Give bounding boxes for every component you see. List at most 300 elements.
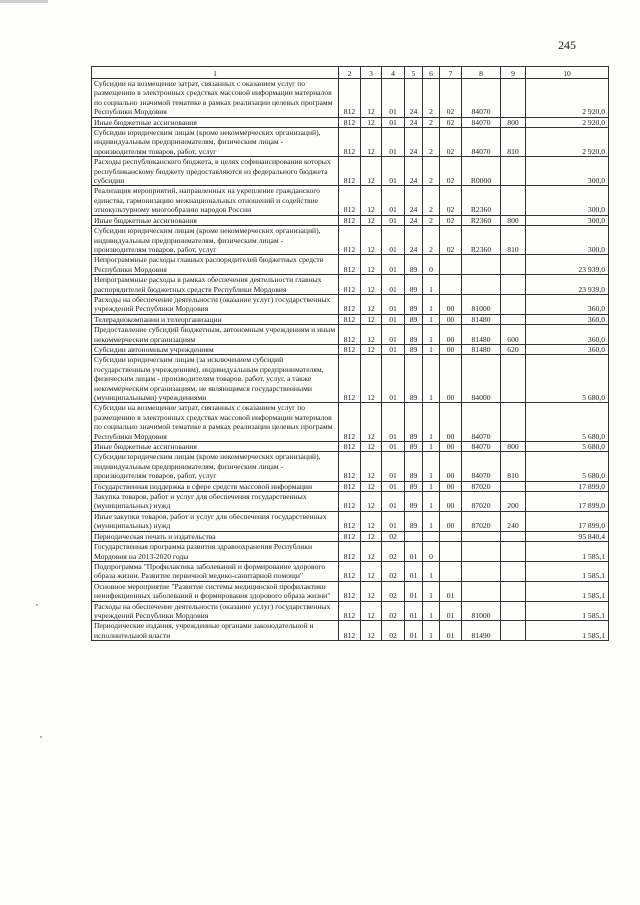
table-row	[92, 511, 609, 531]
row-code-cell: 812	[339, 117, 361, 127]
row-code-cell	[501, 79, 526, 118]
row-amount: 300,0	[526, 226, 609, 255]
row-code-cell: 2	[423, 157, 440, 186]
row-code-cell: 1	[423, 294, 440, 314]
column-header: 6	[423, 67, 440, 79]
row-description: Расходы республиканского бюджета, в целях софинансирования которых республиканскому бюджету предоставляются из федерального бюджета субсидии	[92, 157, 339, 186]
row-code-cell: 84000	[462, 355, 501, 403]
row-code-cell: 89	[405, 452, 423, 481]
row-description: Периодические издания, учрежденные органами законодательной и исполнительной власти	[92, 621, 339, 641]
row-code-cell: 200	[501, 492, 526, 512]
row-code-cell: 1	[423, 481, 440, 491]
row-amount: 300,0	[526, 186, 609, 215]
row-amount: 23 939,0	[526, 255, 609, 275]
row-code-cell: 24	[405, 128, 423, 157]
row-code-cell: 12	[361, 128, 382, 157]
row-code-cell: 810	[501, 226, 526, 255]
row-code-cell	[501, 621, 526, 641]
row-amount: 2 920,0	[526, 79, 609, 118]
row-code-cell	[501, 481, 526, 491]
row-code-cell	[501, 186, 526, 215]
row-code-cell: 1	[423, 403, 440, 442]
row-code-cell: 12	[361, 186, 382, 215]
row-description: Иные бюджетные ассигнования	[92, 442, 339, 452]
row-amount: 300,0	[526, 215, 609, 225]
row-code-cell: 01	[382, 325, 405, 345]
row-amount: 23 939,0	[526, 275, 609, 295]
row-code-cell	[501, 157, 526, 186]
row-code-cell	[501, 403, 526, 442]
row-code-cell: 01	[382, 275, 405, 295]
row-code-cell: 01	[382, 511, 405, 531]
row-code-cell: 24	[405, 157, 423, 186]
scan-speck	[40, 736, 42, 738]
row-code-cell: 02	[440, 79, 462, 118]
row-code-cell: 84070	[462, 128, 501, 157]
row-amount: 1 585,1	[526, 581, 609, 601]
row-code-cell: 24	[405, 215, 423, 225]
row-code-cell: 810	[501, 452, 526, 481]
row-description: Непрограммные расходы главных распорядителей бюджетных средств Республики Мордовия	[92, 255, 339, 275]
row-code-cell: 00	[440, 511, 462, 531]
row-code-cell: 00	[440, 325, 462, 345]
row-code-cell: 812	[339, 157, 361, 186]
row-code-cell: 812	[339, 355, 361, 403]
row-code-cell: 1	[423, 275, 440, 295]
column-header: 9	[501, 67, 526, 79]
row-code-cell	[501, 275, 526, 295]
row-code-cell: 01	[382, 314, 405, 324]
table-row	[92, 117, 609, 127]
row-code-cell	[501, 561, 526, 581]
row-code-cell: 812	[339, 442, 361, 452]
row-code-cell: 02	[382, 531, 405, 541]
row-code-cell	[501, 294, 526, 314]
table-row	[92, 581, 609, 601]
row-code-cell: 89	[405, 403, 423, 442]
row-code-cell: 812	[339, 79, 361, 118]
row-amount: 360,0	[526, 344, 609, 354]
row-amount: 5 680,0	[526, 442, 609, 452]
row-code-cell: 812	[339, 581, 361, 601]
row-code-cell: 1	[423, 601, 440, 621]
table-row	[92, 314, 609, 324]
row-code-cell: 812	[339, 531, 361, 541]
table-row	[92, 621, 609, 641]
row-code-cell: 01	[405, 601, 423, 621]
row-code-cell: 1	[423, 621, 440, 641]
row-code-cell: 800	[501, 215, 526, 225]
row-description: Иные бюджетные ассигнования	[92, 117, 339, 127]
row-code-cell: 84070	[462, 79, 501, 118]
row-code-cell: 12	[361, 117, 382, 127]
row-amount: 360,0	[526, 314, 609, 324]
row-description: Закупка товаров, работ и услуг для обеспечения государственных (муниципальных) нужд	[92, 492, 339, 512]
row-description: Иные бюджетные ассигнования	[92, 215, 339, 225]
row-code-cell: 812	[339, 511, 361, 531]
row-code-cell: 00	[440, 403, 462, 442]
row-code-cell: 02	[440, 128, 462, 157]
row-code-cell: 00	[440, 355, 462, 403]
row-code-cell: 24	[405, 226, 423, 255]
row-code-cell: 1	[423, 442, 440, 452]
row-amount: 1 585,1	[526, 561, 609, 581]
row-code-cell: 620	[501, 344, 526, 354]
row-amount: 95 840,4	[526, 531, 609, 541]
table-row	[92, 226, 609, 255]
table-row	[92, 481, 609, 491]
row-description: Субсидии на возмещение затрат, связанных с оказанием услуг по размещению в электронных средствах массовой информации материалов по социально значимой тематике в рамках реализации целевых программ Республики Мордовия	[92, 403, 339, 442]
row-code-cell: 812	[339, 275, 361, 295]
row-amount: 1 585,1	[526, 542, 609, 562]
row-code-cell: 812	[339, 325, 361, 345]
row-description: Субсидии юридическим лицам (кроме некоммерческих организаций), индивидуальным предпринимателям, физическим лицам - производителям товаров, работ, услуг	[92, 226, 339, 255]
row-code-cell: 12	[361, 325, 382, 345]
row-code-cell	[405, 531, 423, 541]
row-code-cell: 89	[405, 511, 423, 531]
row-code-cell: 89	[405, 294, 423, 314]
row-description: Субсидии юридическим лицам (кроме некоммерческих организаций), индивидуальным предпринимателям, физическим лицам - производителям товаров, работ, услуг	[92, 452, 339, 481]
row-code-cell: 87020	[462, 481, 501, 491]
row-code-cell	[501, 314, 526, 324]
table-row	[92, 275, 609, 295]
row-code-cell: 89	[405, 325, 423, 345]
row-code-cell: 01	[382, 157, 405, 186]
row-code-cell	[501, 542, 526, 562]
row-code-cell: R2360	[462, 186, 501, 215]
column-header: 7	[440, 67, 462, 79]
row-code-cell: 12	[361, 215, 382, 225]
row-amount: 360,0	[526, 294, 609, 314]
row-description: Основное мероприятие "Развитие системы медицинской профилактики неинфекционных заболеваний и формирования здорового образа жизни"	[92, 581, 339, 601]
row-amount: 300,0	[526, 157, 609, 186]
row-code-cell: 12	[361, 511, 382, 531]
row-code-cell: 2	[423, 215, 440, 225]
row-code-cell: 89	[405, 492, 423, 512]
row-code-cell: 812	[339, 492, 361, 512]
row-code-cell: 01	[405, 621, 423, 641]
row-code-cell: 81000	[462, 601, 501, 621]
table-row	[92, 294, 609, 314]
row-code-cell: 812	[339, 542, 361, 562]
row-code-cell: 84070	[462, 452, 501, 481]
row-description: Государственная программа развития здравоохранения Республики Мордовия на 2013-2020 годы	[92, 542, 339, 562]
row-code-cell: 02	[382, 601, 405, 621]
row-code-cell	[462, 255, 501, 275]
row-code-cell: 84070	[462, 403, 501, 442]
row-code-cell: 89	[405, 481, 423, 491]
table-row	[92, 442, 609, 452]
row-code-cell	[501, 255, 526, 275]
row-code-cell: 02	[440, 226, 462, 255]
row-code-cell: 24	[405, 117, 423, 127]
row-code-cell: 24	[405, 79, 423, 118]
row-code-cell: 12	[361, 442, 382, 452]
row-code-cell	[501, 355, 526, 403]
table-row	[92, 492, 609, 512]
column-header: 3	[361, 67, 382, 79]
row-description: Государственная поддержка в сфере средств массовой информации	[92, 481, 339, 491]
page-number: 245	[558, 38, 576, 52]
row-code-cell: 2	[423, 117, 440, 127]
table-row	[92, 157, 609, 186]
row-code-cell: 0	[423, 542, 440, 562]
row-code-cell: 1	[423, 511, 440, 531]
row-code-cell: 84070	[462, 117, 501, 127]
row-amount: 2 920,0	[526, 128, 609, 157]
row-amount: 5 680,0	[526, 403, 609, 442]
row-code-cell: 812	[339, 601, 361, 621]
row-code-cell: 12	[361, 621, 382, 641]
row-amount: 1 585,1	[526, 621, 609, 641]
row-code-cell: 00	[440, 492, 462, 512]
row-code-cell: 1	[423, 561, 440, 581]
table-body	[92, 79, 609, 641]
row-code-cell: 812	[339, 452, 361, 481]
row-description: Субсидии на возмещение затрат, связанных с оказанием услуг по размещению в электронных средствах массовой информации материалов по социально значимой тематике в рамках реализации целевых программ Республики Мордовия	[92, 79, 339, 118]
table-row	[92, 355, 609, 403]
column-header: 4	[382, 67, 405, 79]
row-code-cell: R2360	[462, 215, 501, 225]
row-code-cell: 12	[361, 294, 382, 314]
row-code-cell	[462, 275, 501, 295]
row-code-cell: 1	[423, 314, 440, 324]
row-code-cell: 2	[423, 79, 440, 118]
row-code-cell: 02	[440, 157, 462, 186]
row-amount: 17 899,0	[526, 481, 609, 491]
row-code-cell: 02	[440, 186, 462, 215]
row-code-cell: 89	[405, 255, 423, 275]
row-code-cell: 812	[339, 314, 361, 324]
table-header-row	[92, 67, 609, 79]
row-code-cell: 02	[382, 542, 405, 562]
table-row	[92, 215, 609, 225]
table-row	[92, 531, 609, 541]
row-amount: 1 585,1	[526, 601, 609, 621]
row-code-cell	[462, 561, 501, 581]
row-code-cell: 01	[382, 117, 405, 127]
row-code-cell: 812	[339, 226, 361, 255]
row-code-cell: 02	[382, 581, 405, 601]
row-code-cell: 12	[361, 531, 382, 541]
row-code-cell: 01	[405, 542, 423, 562]
row-code-cell: 00	[440, 294, 462, 314]
row-amount: 17 899,0	[526, 511, 609, 531]
row-code-cell	[423, 531, 440, 541]
row-code-cell: 2	[423, 186, 440, 215]
row-code-cell: 01	[382, 481, 405, 491]
row-code-cell	[501, 531, 526, 541]
row-code-cell: 12	[361, 492, 382, 512]
row-code-cell: 12	[361, 601, 382, 621]
row-code-cell: 87020	[462, 492, 501, 512]
row-code-cell: 812	[339, 344, 361, 354]
row-code-cell: 812	[339, 294, 361, 314]
row-code-cell: 01	[382, 128, 405, 157]
row-description: Расходы на обеспечение деятельности (оказание услуг) государственных учреждений Республики Мордовия	[92, 294, 339, 314]
column-header: 10	[526, 67, 609, 79]
row-description: Субсидии автономным учреждениям	[92, 344, 339, 354]
row-code-cell: 01	[382, 492, 405, 512]
row-code-cell: 01	[382, 403, 405, 442]
row-code-cell	[440, 275, 462, 295]
row-code-cell: 812	[339, 128, 361, 157]
row-code-cell: 01	[382, 442, 405, 452]
row-code-cell: 01	[382, 215, 405, 225]
row-code-cell: 812	[339, 621, 361, 641]
row-amount: 5 680,0	[526, 355, 609, 403]
row-code-cell: 24	[405, 186, 423, 215]
row-code-cell: 02	[440, 117, 462, 127]
row-code-cell: 810	[501, 128, 526, 157]
row-code-cell: 12	[361, 79, 382, 118]
row-code-cell: 812	[339, 561, 361, 581]
column-header: 5	[405, 67, 423, 79]
row-code-cell	[440, 531, 462, 541]
row-code-cell: 01	[382, 79, 405, 118]
row-code-cell: 2	[423, 226, 440, 255]
row-description: Предоставление субсидий бюджетным, автономным учреждениям и иным некоммерческим организациям	[92, 325, 339, 345]
row-code-cell: 02	[440, 215, 462, 225]
row-code-cell: 89	[405, 275, 423, 295]
row-code-cell: 01	[382, 294, 405, 314]
row-code-cell	[501, 601, 526, 621]
row-code-cell: 1	[423, 492, 440, 512]
table-row	[92, 452, 609, 481]
row-code-cell: 800	[501, 442, 526, 452]
table-row	[92, 403, 609, 442]
row-code-cell: 12	[361, 355, 382, 403]
row-code-cell: 600	[501, 325, 526, 345]
row-code-cell: 00	[440, 314, 462, 324]
budget-table	[91, 66, 609, 641]
row-description: Телерадиокомпании и телеорганизации	[92, 314, 339, 324]
table-row	[92, 128, 609, 157]
row-description: Периодическая печать и издательства	[92, 531, 339, 541]
row-code-cell: 12	[361, 157, 382, 186]
row-code-cell: 01	[440, 621, 462, 641]
row-code-cell: 02	[382, 621, 405, 641]
row-code-cell: 812	[339, 215, 361, 225]
row-code-cell: 800	[501, 117, 526, 127]
row-code-cell: 01	[382, 355, 405, 403]
row-code-cell: 12	[361, 344, 382, 354]
row-amount: 5 680,0	[526, 452, 609, 481]
row-code-cell: 1	[423, 355, 440, 403]
row-code-cell	[462, 542, 501, 562]
row-code-cell: 812	[339, 481, 361, 491]
row-code-cell: 12	[361, 226, 382, 255]
row-code-cell: 01	[382, 344, 405, 354]
row-code-cell: 01	[405, 581, 423, 601]
row-code-cell: 89	[405, 344, 423, 354]
scan-speck	[36, 604, 38, 606]
row-amount: 17 899,0	[526, 492, 609, 512]
row-code-cell: 240	[501, 511, 526, 531]
table-row	[92, 79, 609, 118]
row-code-cell: 01	[382, 255, 405, 275]
row-description: Иные закупки товаров, работ и услуг для обеспечения государственных (муниципальных) нужд	[92, 511, 339, 531]
row-code-cell: R0000	[462, 157, 501, 186]
row-amount: 360,0	[526, 325, 609, 345]
row-code-cell	[501, 581, 526, 601]
row-description: Непрограммные расходы в рамках обеспечения деятельности главных распорядителей бюджетных средств Республики Мордовия	[92, 275, 339, 295]
row-description: Субсидии юридическим лицам (за исключением субсидий государственным учреждениям), индивидуальным предпринимателям, физическим лицам - производителям товаров, работ, услуг, а также некоммерческим организациям, не являющимся государственными (муниципальными) учреждениями	[92, 355, 339, 403]
table-row	[92, 255, 609, 275]
row-code-cell: 12	[361, 314, 382, 324]
row-code-cell: 81480	[462, 344, 501, 354]
row-code-cell: 12	[361, 481, 382, 491]
row-code-cell: 12	[361, 581, 382, 601]
row-code-cell	[440, 561, 462, 581]
row-code-cell: 812	[339, 255, 361, 275]
row-description: Подпрограмма "Профилактика заболеваний и формирование здорового образа жизни. Развитие первичной медико-санитарной помощи"	[92, 561, 339, 581]
table-row	[92, 542, 609, 562]
row-code-cell: 01	[382, 186, 405, 215]
row-code-cell: 81480	[462, 325, 501, 345]
row-code-cell: 12	[361, 561, 382, 581]
row-code-cell: 01	[382, 452, 405, 481]
row-description: Реализация мероприятий, направленных на укрепление гражданского единства, гармонизацию межнациональных отношений и содействие этнокультурному многообразию народов России	[92, 186, 339, 215]
row-code-cell	[440, 255, 462, 275]
row-code-cell: 812	[339, 186, 361, 215]
column-header: 8	[462, 67, 501, 79]
table-row	[92, 325, 609, 345]
row-code-cell: 81480	[462, 314, 501, 324]
row-code-cell: 0	[423, 255, 440, 275]
row-code-cell: 1	[423, 581, 440, 601]
row-code-cell: 1	[423, 344, 440, 354]
row-code-cell	[462, 531, 501, 541]
row-code-cell	[440, 542, 462, 562]
scan-edge-mark	[0, 0, 48, 3]
row-code-cell: 12	[361, 255, 382, 275]
row-code-cell: 01	[440, 601, 462, 621]
column-header: 2	[339, 67, 361, 79]
row-code-cell: 02	[382, 561, 405, 581]
table-row	[92, 601, 609, 621]
row-code-cell: 12	[361, 403, 382, 442]
row-code-cell: 81490	[462, 621, 501, 641]
row-code-cell: 00	[440, 481, 462, 491]
row-code-cell: 12	[361, 542, 382, 562]
table-row	[92, 186, 609, 215]
row-code-cell: 1	[423, 325, 440, 345]
row-code-cell: 1	[423, 452, 440, 481]
column-header: 1	[92, 67, 339, 79]
row-code-cell: 89	[405, 355, 423, 403]
row-code-cell: 89	[405, 314, 423, 324]
table-row	[92, 344, 609, 354]
row-code-cell: 01	[440, 581, 462, 601]
row-code-cell: 00	[440, 452, 462, 481]
row-code-cell: 812	[339, 403, 361, 442]
row-code-cell: R2360	[462, 226, 501, 255]
row-code-cell: 00	[440, 344, 462, 354]
row-code-cell: 87020	[462, 511, 501, 531]
row-code-cell: 12	[361, 275, 382, 295]
row-code-cell: 12	[361, 452, 382, 481]
table-row	[92, 561, 609, 581]
row-code-cell: 01	[405, 561, 423, 581]
row-code-cell	[462, 581, 501, 601]
row-description: Субсидии юридическим лицам (кроме некоммерческих организаций), индивидуальным предпринимателям, физическим лицам - производителям товаров, работ, услуг	[92, 128, 339, 157]
row-code-cell: 01	[382, 226, 405, 255]
row-amount: 2 920,0	[526, 117, 609, 127]
row-description: Расходы на обеспечение деятельности (оказание услуг) государственных учреждений Республики Мордовия	[92, 601, 339, 621]
row-code-cell: 84070	[462, 442, 501, 452]
row-code-cell: 2	[423, 128, 440, 157]
